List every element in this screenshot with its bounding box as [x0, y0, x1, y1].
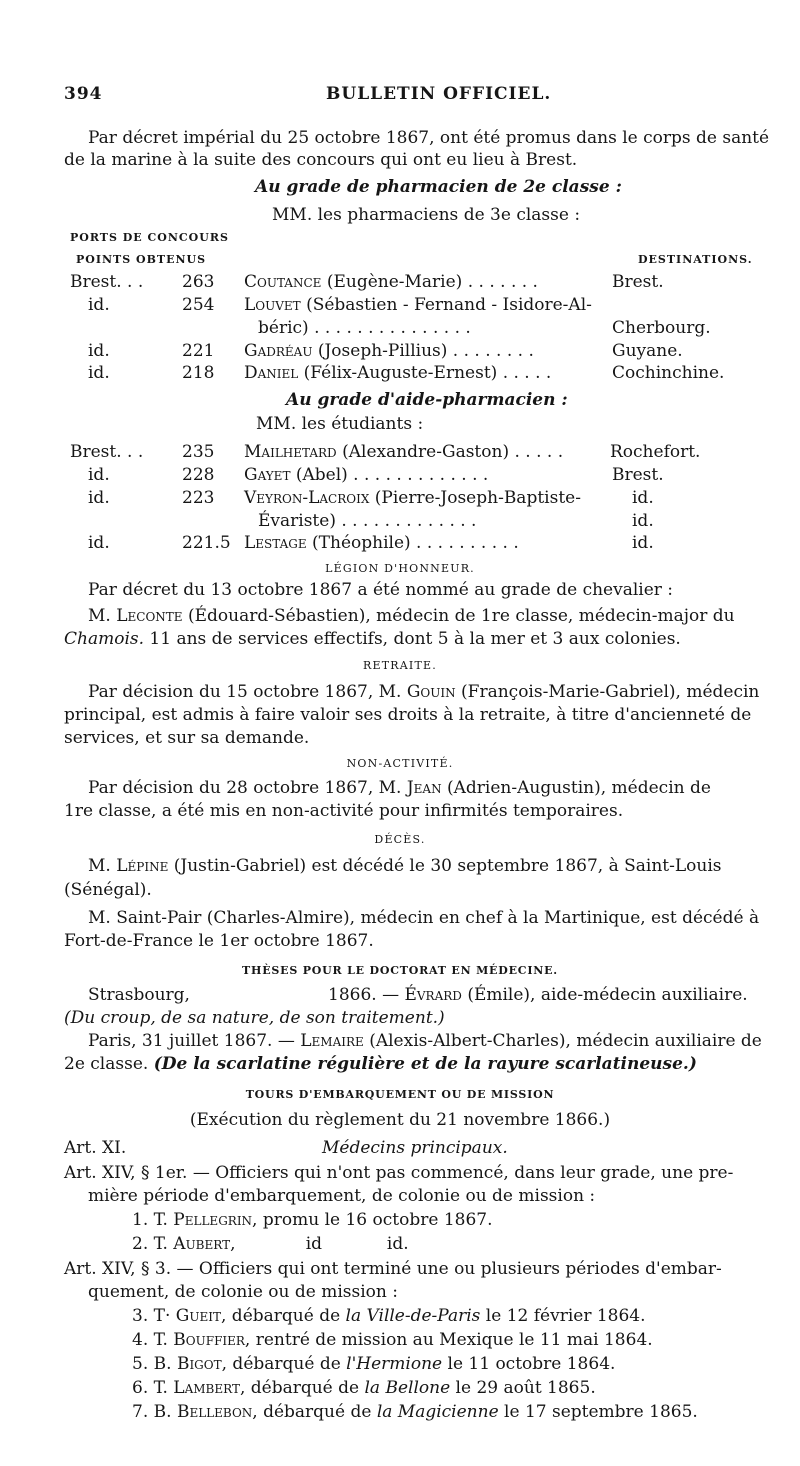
table-cell-port: id. — [88, 295, 110, 315]
legion-line-3: Chamois. 11 ans de services effectifs, dont 5 à la mer et 3 aux colonies. — [64, 629, 681, 649]
list-item: 6. T. Lambert, débarqué de la Bellone le 29 août 1865. — [132, 1378, 596, 1398]
retraite-line-3: services, et sur sa demande. — [64, 728, 310, 748]
table-cell-name — [244, 442, 563, 462]
table-cell-points: 221 — [182, 341, 215, 361]
person-name: Jean — [406, 778, 442, 798]
table-cell-port: id. — [88, 363, 110, 383]
table-cell-port: Brest. . . — [70, 272, 144, 292]
person-name: Gueit, — [175, 1306, 227, 1326]
table-cell-destination: id. — [632, 488, 654, 508]
section-heading-tours: TOURS D'EMBARQUEMENT OU DE MISSION — [245, 1088, 555, 1101]
list-item: 7. B. Bellebon, débarqué de la Magicienne le 17 septembre 1865. — [132, 1402, 698, 1422]
table-cell-name — [244, 488, 581, 508]
list-item: 3. T· Gueit, débarqué de la Ville-de-Paris le 12 février 1864. — [132, 1306, 646, 1326]
table-cell-destination: id. — [632, 511, 654, 531]
person-name: Veyron-Lacroix — [244, 488, 370, 508]
person-name: Bellebon, — [176, 1402, 258, 1422]
col-header-ports: PORTS DE CONCOURS — [70, 231, 229, 244]
section-heading-legion: LÉGION D'HONNEUR. — [325, 562, 475, 575]
art11-title: Médecins principaux. — [322, 1138, 508, 1158]
table-cell-destination: Rochefort. — [610, 442, 701, 462]
list-item: 4. T. Bouffier, rentré de mission au Mexique le 11 mai 1864. — [132, 1330, 653, 1350]
person-detail: (Félix-Auguste-Ernest) . . . . . — [298, 363, 552, 383]
table-cell-name-cont: Évariste) . . . . . . . . . . . . . — [258, 511, 477, 531]
table-cell-points: 254 — [182, 295, 215, 315]
theses-line-2: (Du croup, de sa nature, de son traitement.) — [64, 1008, 445, 1028]
table-cell-destination: Brest. — [612, 465, 664, 485]
table-cell-destination: Guyane. — [612, 341, 683, 361]
person-name: Évrard — [404, 985, 462, 1005]
section-heading-nonactivite: NON-ACTIVITÉ. — [346, 757, 454, 770]
grade2-sub: MM. les étudiants : — [256, 414, 424, 434]
table-cell-port: id. — [88, 465, 110, 485]
table-cell-points: 223 — [182, 488, 215, 508]
tours-sub: (Exécution du règlement du 21 novembre 1866.) — [189, 1110, 611, 1130]
intro-line-1: Par décret impérial du 25 octobre 1867, ont été promus dans le corps de santé — [88, 128, 770, 148]
deces-line-4: Fort-de-France le 1er octobre 1867. — [64, 931, 374, 951]
table-cell-name — [244, 341, 534, 361]
art14-1-line-2: mière période d'embarquement, de colonie ou de mission : — [88, 1186, 596, 1206]
table-cell-destination: Brest. — [612, 272, 664, 292]
nonactivite-line-1: Par décision du 28 octobre 1867, M. Jean (Adrien-Augustin), médecin de — [88, 778, 711, 798]
person-name: Lemaire — [300, 1031, 364, 1051]
nonactivite-line-2: 1re classe, a été mis en non-activité pour infirmités temporaires. — [64, 801, 624, 821]
list-item: 1. T. Pellegrin, promu le 16 octobre 1867. — [132, 1210, 493, 1230]
retraite-line-2: principal, est admis à faire valoir ses droits à la retraite, à titre d'ancienneté de — [64, 705, 752, 725]
theses-line-1a: Strasbourg, — [88, 985, 190, 1005]
table-cell-destination: id. — [632, 533, 654, 553]
person-name: Mailhetard — [244, 442, 337, 462]
theses-line-3: Paris, 31 juillet 1867. — Lemaire (Alexis-Albert-Charles), médecin auxiliaire de — [88, 1031, 762, 1051]
table-cell-port: id. — [88, 341, 110, 361]
person-name: Gayet — [244, 465, 291, 485]
table-cell-points: 221.5 — [182, 533, 231, 553]
table-cell-name — [244, 295, 592, 315]
deces-line-3: M. Saint-Pair (Charles-Almire), médecin en chef à la Martinique, est décédé à — [88, 908, 760, 928]
grade2-title: Au grade d'aide-pharmacien : — [286, 390, 568, 410]
deces-line-1: M. Lépine (Justin-Gabriel) est décédé le 30 septembre 1867, à Saint-Louis — [88, 856, 722, 876]
table-cell-name — [244, 272, 538, 292]
intro-line-2: de la marine à la suite des concours qui ont eu lieu à Brest. — [64, 150, 578, 170]
section-heading-retraite: RETRAITE. — [363, 659, 437, 672]
grade1-title: Au grade de pharmacien de 2e classe : — [255, 177, 622, 197]
person-name: Daniel — [244, 363, 299, 383]
person-name: Gadréau — [244, 341, 313, 361]
person-name: Coutance — [244, 272, 322, 292]
person-detail: (Joseph-Pillius) . . . . . . . . — [312, 341, 534, 361]
page-number: 394 — [64, 84, 103, 104]
list-item: 5. B. Bigot, débarqué de l'Hermione le 11 octobre 1864. — [132, 1354, 616, 1374]
table-cell-destination: Cochinchine. — [612, 363, 725, 383]
ship-name: Chamois. — [64, 629, 145, 649]
table-cell-name — [244, 465, 488, 485]
person-name: Aubert, — [173, 1234, 236, 1254]
legion-line-2: M. Leconte (Édouard-Sébastien), médecin de 1re classe, médecin-major du — [88, 606, 735, 626]
grade1-sub: MM. les pharmaciens de 3e classe : — [272, 205, 581, 225]
col-header-destinations: DESTINATIONS. — [638, 253, 753, 266]
person-name: Lépine — [116, 856, 169, 876]
person-name: Pellegrin, — [173, 1210, 258, 1230]
col-header-points: POINTS OBTENUS — [76, 253, 207, 266]
art14-3-line-2: quement, de colonie ou de mission : — [88, 1282, 398, 1302]
art14-3-line-1: Art. XIV, § 3. — Officiers qui ont terminé une ou plusieurs périodes d'embar- — [64, 1259, 722, 1279]
deces-line-2: (Sénégal). — [64, 880, 152, 900]
table-cell-port: id. — [88, 488, 110, 508]
legion-line-1: Par décret du 13 octobre 1867 a été nommé au grade de chevalier : — [88, 580, 674, 600]
section-heading-theses: THÈSES POUR LE DOCTORAT EN MÉDECINE. — [242, 964, 558, 977]
person-name: Bouffier, — [173, 1330, 251, 1350]
table-cell-destination: Cherbourg. — [612, 318, 711, 338]
person-detail: (Abel) . . . . . . . . . . . . . — [290, 465, 489, 485]
table-cell-points: 263 — [182, 272, 215, 292]
table-cell-points: 228 — [182, 465, 215, 485]
person-name: Bigot, — [176, 1354, 228, 1374]
retraite-line-1: Par décision du 15 octobre 1867, M. Gouin (François-Marie-Gabriel), médecin — [88, 682, 760, 702]
art11-label: Art. XI. — [64, 1138, 127, 1158]
list-item: 2. T. Aubert, id id. — [132, 1234, 409, 1254]
person-name: Lestage — [244, 533, 307, 553]
art14-1-line-1: Art. XIV, § 1er. — Officiers qui n'ont pas commencé, dans leur grade, une pre- — [64, 1163, 734, 1183]
table-cell-port: id. — [88, 533, 110, 553]
table-cell-name — [244, 363, 551, 383]
page-title: BULLETIN OFFICIEL. — [326, 84, 552, 104]
section-heading-deces: DÉCÈS. — [374, 833, 426, 846]
person-name: Leconte — [116, 606, 183, 626]
table-cell-name — [244, 533, 519, 553]
theses-line-1b: 1866. — Évrard (Émile), aide-médecin auxiliaire. — [328, 985, 748, 1005]
person-detail: (Théophile) . . . . . . . . . . — [306, 533, 519, 553]
person-detail: (Pierre-Joseph-Baptiste- — [369, 488, 581, 508]
table-cell-name-cont: béric) . . . . . . . . . . . . . . . — [258, 318, 471, 338]
thesis-title: (De la scarlatine régulière et de la rayure scarlatineuse.) — [153, 1054, 697, 1074]
person-detail: (Alexandre-Gaston) . . . . . — [336, 442, 564, 462]
table-cell-points: 218 — [182, 363, 215, 383]
person-name: Gouin — [406, 682, 456, 702]
person-detail: (Eugène-Marie) . . . . . . . — [321, 272, 538, 292]
theses-line-4: 2e classe. (De la scarlatine régulière et de la rayure scarlatineuse.) — [64, 1054, 697, 1074]
person-name: Louvet — [244, 295, 301, 315]
table-cell-points: 235 — [182, 442, 215, 462]
person-name: Lambert, — [173, 1378, 246, 1398]
table-cell-port: Brest. . . — [70, 442, 144, 462]
person-detail: (Sébastien - Fernand - Isidore-Al- — [300, 295, 592, 315]
